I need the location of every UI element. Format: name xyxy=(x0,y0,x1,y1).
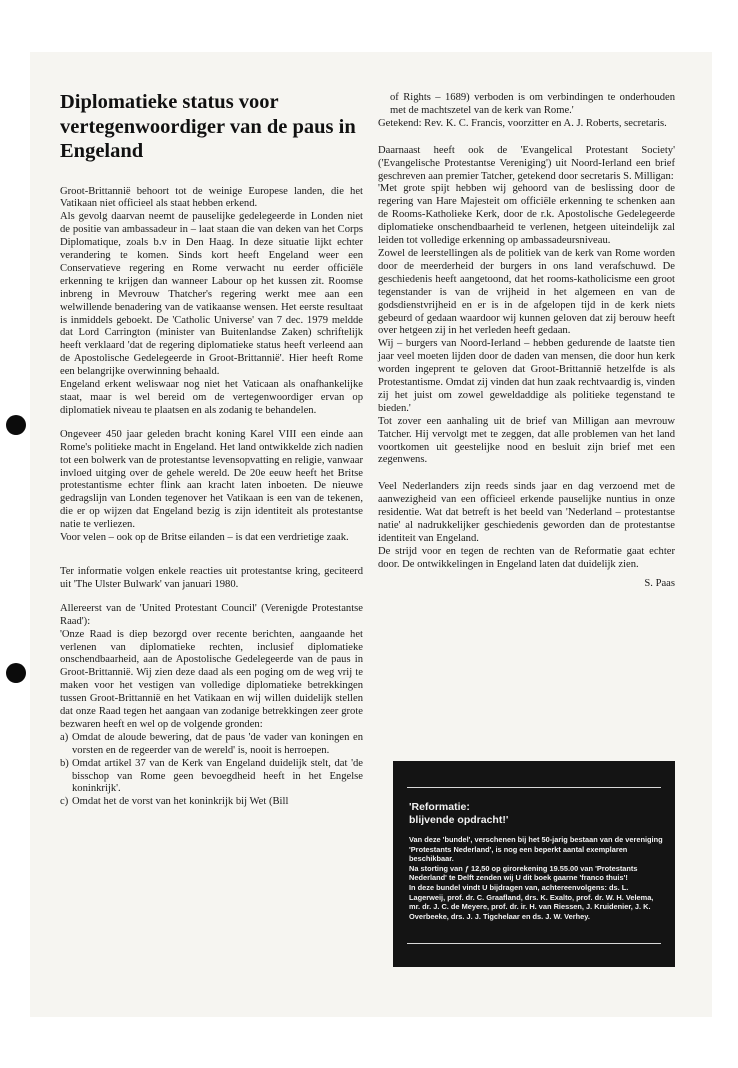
advert-rule-top xyxy=(407,787,661,788)
paragraph: Ongeveer 450 jaar geleden bracht koning Karel VIII een einde aan Rome's politieke macht in Engeland. Het land ontwikkelde zich nadien tot een bolwerk van de protestantse levensopvatting en religie, vanwaar invloed uitging over de gehele wereld. De 20e eeuw heeft het Britse protestantisme echter flink aan kracht laten inboeten. De nieuwe gedragslijn van Londen tegenover het Vatikaan is een van de tekenen, die er op wijzen dat Engeland bezig is zijn identiteit als protestantse natie te verliezen. xyxy=(60,428,363,531)
punch-hole-lower xyxy=(6,663,26,683)
paragraph: Ter informatie volgen enkele reacties uit protestantse kring, geciteerd uit 'The Ulster Bulwark' van januari 1980. xyxy=(60,565,363,590)
advert-body xyxy=(409,835,663,921)
paragraph: De strijd voor en tegen de rechten van de Reformatie gaat echter door. De ontwikkelingen in Engeland laten dat duidelijk zien. xyxy=(378,545,675,570)
right-column xyxy=(378,92,675,591)
advert-paragraph: Na storting van ƒ 12,50 op girorekening 19.55.00 van 'Protestants Nederland' te Delft zenden wij U dit boek gaarne 'franco thuis'! xyxy=(409,863,638,883)
list-item-label: a) xyxy=(60,731,69,743)
paragraph: of Rights – 1689) verboden is om verbindingen te onderhouden met de machtszetel van de kerk van Rome.' xyxy=(390,92,675,116)
article-title: Diplomatieke status voor vertegenwoordiger van de paus in Engeland xyxy=(60,91,356,162)
paragraph: Engeland erkent weliswaar nog niet het Vaticaan als onafhankelijke staat, maar is wel bereid om de vertegenwoordiger ervan op diplomatiek niveau te plaatsen en als zodanig te behandelen. xyxy=(60,379,363,416)
advert-paragraph: In deze bundel vindt U bijdragen van, achtereenvolgens: ds. L. Lagerweij, prof. dr. C. Graafland, drs. K. Exalto, prof. dr. W. H. Velema, mr. dr. J. C. de Meyere, prof. dr. ir. H. van Riessen, J. Kruidenier, J. K. Overbeeke, drs. J. J. Tigchelaar en ds. J. W. Verhey. xyxy=(409,882,654,921)
advert-title-line: 'Reformatie: xyxy=(409,801,470,813)
advert-box xyxy=(393,761,675,967)
list-item-text: Omdat de aloude bewering, dat de paus 'de vader van koningen en vorsten en de regeerder van de wereld' is, nooit is herroepen. xyxy=(72,731,363,756)
quote-paragraph: 'Onze Raad is diep bezorgd over recente berichten, aangaande het verlenen van diplomatieke rechten, inclusief diplomatieke onschendbaarheid, aan de Apostolische Gedelegeerde van de paus in Groot-Brittannië. Wij zien deze daad als een poging om de weg vrij te maken voor het vestigen van volledige diplomatieke betrekkingen tussen Groot-Brittannië en het Vatikaan en wij willen duidelijk stellen dat onze Raad tegen het aangaan van zodanige betrekkingen zeer grote bezwaren heeft en wel op de volgende gronden: xyxy=(60,628,363,730)
paragraph: Zowel de leerstellingen als de politiek van de kerk van Rome worden door de meerderheid der burgers in ons land verafschuwd. De geschiedenis heeft aangetoond, dat het rooms-katholicisme een groot tegenstander is van de vrijheid in het algemeen en van de godsdienstvrijheid en er is in de afgelopen tijd in de kerk niets gebeurd of gedaan waardoor wij kunnen geloven dat zij berouw heeft over hetgeen zij in het verleden heeft gedaan. xyxy=(378,247,675,337)
advert-title xyxy=(409,801,659,827)
paragraph: Tot zover een aanhaling uit de brief van Milligan aan mevrouw Tatcher. Hij vervolgt met te zeggen, dat alle problemen van het land voortkomen uit geestelijke nood en besluit zijn brief met een zegenwens. xyxy=(378,415,675,466)
list-item xyxy=(60,796,363,809)
paragraph: Als gevolg daarvan neemt de pauselijke gedelegeerde in Londen niet de positie van ambassadeur in – laat staan die van deken van het Corps Diplomatique, zoals b.v in Den Haag. In deze situatie lijkt echter verandering te komen. Sinds kort heeft Engeland weer een Conservatieve regering en Rome verwacht nu eerder officiële erkenning te krijgen dan wanneer Labour op het kussen zit. Roomse inbreng in Mevrouw Thatcher's regering werkt mee aan een welwillende benadering van de vatikaanse wensen. Het eerste resultaat is inmiddels geboekt. De 'Catholic Universe' van 7 dec. 1979 meldde dat Lord Carrington (minister van Buitenlandse Zaken) schriftelijk heeft verklaard 'dat de regering diplomatieke status heeft verleend aan de Apostolische Gedelegeerde in Groot-Brittannië'. Hier heeft Rome een belangrijke overwinning behaald. xyxy=(60,211,363,378)
advert-paragraph: Van deze 'bundel', verschenen bij het 50-jarig bestaan van de vereniging 'Protestants Nederland', is nog een beperkt aantal exemplaren beschikbaar. xyxy=(409,835,663,864)
quote-paragraph: 'Met grote spijt hebben wij gehoord van de beslissing door de regering van Hare Majesteit om officiële erkenning te schenken aan de Rooms-Katholieke Kerk, door de r.k. Apostolische Gedelegeerde diplomatieke onschendbaarheid te verlenen, hetgeen uiteindelijk zal leiden tot volledige erkenning op ambassadeursniveau. xyxy=(378,183,675,247)
list-item xyxy=(60,758,363,797)
paragraph: Groot-Brittannië behoort tot de weinige Europese landen, die het Vatikaan niet officieel als staat hebben erkend. xyxy=(60,185,363,210)
list-item xyxy=(60,732,363,758)
advert-title-line: blijvende opdracht!' xyxy=(409,814,509,826)
left-column xyxy=(60,90,363,809)
document-page xyxy=(30,52,712,1017)
author-signature: S. Paas xyxy=(644,577,675,589)
paragraph: Wij – burgers van Noord-Ierland – hebben gedurende de laatste tien jaar veel moeten lijden door de daden van mensen, die door hun kerk worden ingeprent te geloven dat Groot-Brittannië hetzelfde is als Protestantisme. Omdat zij vinden dat hun zaak rechtvaardig is, vinden zij het juist om zowel geweldaddige als politieke tegenstand te bieden.' xyxy=(378,338,675,414)
paragraph: Allereerst van de 'United Protestant Council' (Verenigde Protestantse Raad'): xyxy=(60,602,363,627)
advert-rule-bottom xyxy=(407,943,661,944)
signatories: Getekend: Rev. K. C. Francis, voorzitter en A. J. Roberts, secretaris. xyxy=(378,117,667,129)
paragraph: Daarnaast heeft ook de 'Evangelical Protestant Society' ('Evangelische Protestantse Vereniging') uit Noord-Ierland een brief geschreven aan premier Tatcher, getekend door secretaris S. Milligan: xyxy=(378,144,675,182)
list-item-text: Omdat het de vorst van het koninkrijk bij Wet (Bill xyxy=(72,796,289,808)
objection-list xyxy=(60,732,363,809)
paragraph: Veel Nederlanders zijn reeds sinds jaar en dag verzoend met de aanwezigheid van een officieel erkende pauselijke nuntius in onze residentie. Wat dat betreft is het beeld van 'Nederland – protestantse natie' al nadrukkelijker geschiedenis geworden dan de protestantse identiteit van Engeland. xyxy=(378,481,675,544)
punch-hole-upper xyxy=(6,415,26,435)
list-item-text: Omdat artikel 37 van de Kerk van Engeland duidelijk stelt, dat 'de bisschop van Rome geen bevoegdheid heeft in het Engelse koninkrijk'. xyxy=(72,757,363,795)
list-item-label: c) xyxy=(60,796,69,808)
paragraph: Voor velen – ook op de Britse eilanden – is dat een verdrietige zaak. xyxy=(60,532,349,544)
list-item-label: b) xyxy=(60,757,69,769)
